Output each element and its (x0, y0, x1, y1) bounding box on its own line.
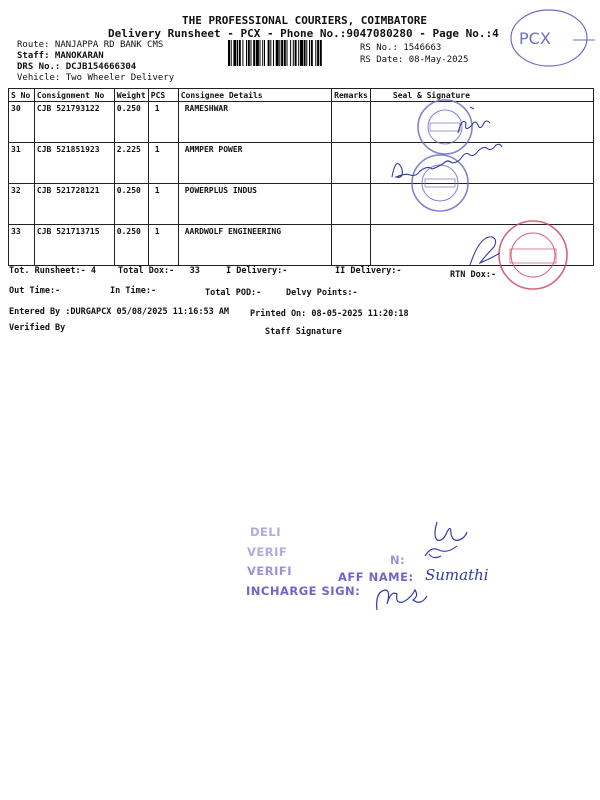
barcode-bar (287, 40, 288, 66)
cell-sno: 30 (9, 102, 35, 143)
out-time: Out Time:- (9, 286, 61, 296)
barcode-bar (253, 40, 255, 66)
col-header-sno: S No (9, 89, 35, 102)
stamp-line-verifi: VERIFI (247, 564, 293, 578)
cell-pcs: 1 (148, 143, 178, 184)
staff-label: Staff: MANOKARAN (17, 51, 104, 61)
runsheet-title: Delivery Runsheet - PCX - Phone No.:9047080280 - Page No.:4 (108, 27, 499, 40)
stamp-line-verif: VERIF (247, 545, 288, 559)
cell-consignee: RAMESHWAR (178, 102, 331, 143)
in-time: In Time:- (110, 286, 157, 296)
signature-scribble-icon (425, 546, 457, 558)
barcode-bar (256, 40, 259, 66)
cell-consignment: CJB 521793122 (34, 102, 114, 143)
barcode-bar (264, 40, 265, 66)
total-pod: Total POD:- (205, 288, 262, 298)
signature-scribble-icon (470, 237, 500, 265)
barcode-bar (284, 40, 286, 66)
barcode-bar (315, 40, 316, 66)
barcode-bar (317, 40, 319, 66)
barcode-bar (311, 40, 313, 66)
barcode-bar (298, 40, 299, 66)
col-header-seal: Seal & Signature (370, 89, 593, 102)
barcode-bar (251, 40, 252, 66)
rtn-dox: RTN Dox:- (450, 270, 497, 280)
barcode-bar (260, 40, 261, 66)
cell-weight: 0.250 (114, 102, 148, 143)
stamp-line-deli: DELI (250, 525, 282, 539)
barcode-bar (248, 40, 250, 66)
col-header-weight: Weight (114, 89, 148, 102)
pcx-corner-stamp (505, 2, 597, 70)
cell-sno: 31 (9, 143, 35, 184)
company-title: THE PROFESSIONAL COURIERS, COIMBATORE (182, 14, 428, 27)
barcode-bar (300, 40, 303, 66)
rs-number: RS No.: 1546663 (360, 43, 442, 53)
stamp-line-staff-name: AFF NAME: (338, 570, 414, 584)
cell-sno: 32 (9, 184, 35, 225)
barcode-bar (290, 40, 291, 66)
cell-consignee: AMMPER POWER (178, 143, 331, 184)
barcode-bar (309, 40, 310, 66)
cell-pcs: 1 (148, 184, 178, 225)
cell-weight: 2.225 (114, 143, 148, 184)
barcode-bar (304, 40, 306, 66)
signature-scribble-icon (392, 144, 502, 177)
route-label: Route: NANJAPPA RD BANK CMS (17, 40, 164, 50)
cell-consignment: CJB 521728121 (34, 184, 114, 225)
vehicle-label: Vehicle: Two Wheeler Delivery (17, 73, 175, 83)
cell-weight: 0.250 (114, 225, 148, 266)
barcode-bar (270, 40, 271, 66)
barcode-bar (273, 40, 274, 66)
barcode-bar (239, 40, 241, 66)
barcode-bar (293, 40, 294, 66)
round-seal-icon (499, 221, 567, 289)
signature-scribble-icon (377, 590, 427, 610)
delvy-points: Delvy Points:- (286, 288, 358, 298)
cell-pcs: 1 (148, 102, 178, 143)
stamp-line-verif-n: N: (390, 553, 406, 567)
col-header-consignee: Consignee Details (178, 89, 331, 102)
barcode-bar (320, 40, 322, 66)
cell-consignee: AARDWOLF ENGINEERING (178, 225, 331, 266)
rs-date: RS Date: 08-May-2025 (360, 55, 469, 65)
cell-remarks (332, 184, 371, 225)
barcode-bar (242, 40, 243, 66)
barcode (228, 40, 354, 66)
barcode-bar (281, 40, 283, 66)
printed-on: Printed On: 08-05-2025 11:20:18 (250, 309, 409, 319)
barcode-bar (276, 40, 279, 66)
col-header-pcs: PCS (148, 89, 178, 102)
cell-weight: 0.250 (114, 184, 148, 225)
barcode-bar (295, 40, 297, 66)
cell-consignment: CJB 521851923 (34, 143, 114, 184)
drs-number: DRS No.: DCJB154666304 (17, 62, 137, 72)
barcode-bar (237, 40, 238, 66)
tot-runsheet: Tot. Runsheet:- 4 (9, 266, 96, 276)
cell-consignment: CJB 521713715 (34, 225, 114, 266)
cell-sno: 33 (9, 225, 35, 266)
cell-remarks (332, 225, 371, 266)
round-seal-icon (412, 155, 468, 211)
cell-remarks (332, 143, 371, 184)
signature-scribble-icon (458, 107, 490, 133)
barcode-bar (228, 40, 230, 66)
verified-by: Verified By (9, 323, 66, 333)
round-seal-icon (418, 100, 472, 154)
total-dox: Total Dox:- 33 (118, 266, 200, 276)
stamp-line-incharge: INCHARGE SIGN: (246, 584, 361, 598)
barcode-bar (246, 40, 247, 66)
barcode-bar (279, 40, 280, 66)
i-delivery: I Delivery:- (226, 266, 288, 276)
col-header-consignment: Consignment No (34, 89, 114, 102)
barcode-bar (233, 40, 236, 66)
barcode-bar (262, 40, 263, 66)
staff-signature: Staff Signature (265, 327, 342, 337)
barcode-bar (268, 40, 270, 66)
signed-name: Sumathi (425, 566, 489, 584)
entered-by: Entered By :DURGAPCX 05/08/2025 11:16:53 AM (9, 307, 230, 317)
bottom-signatures (365, 512, 515, 620)
signature-scribble-icon (435, 522, 467, 540)
barcode-bar (231, 40, 232, 66)
cell-pcs: 1 (148, 225, 178, 266)
ii-delivery: II Delivery:- (335, 266, 402, 276)
col-header-remarks: Remarks (332, 89, 371, 102)
barcode-bar (306, 40, 307, 66)
svg-text:PCX: PCX (519, 29, 551, 48)
cell-remarks (332, 102, 371, 143)
cell-consignee: POWERPLUS INDUS (178, 184, 331, 225)
